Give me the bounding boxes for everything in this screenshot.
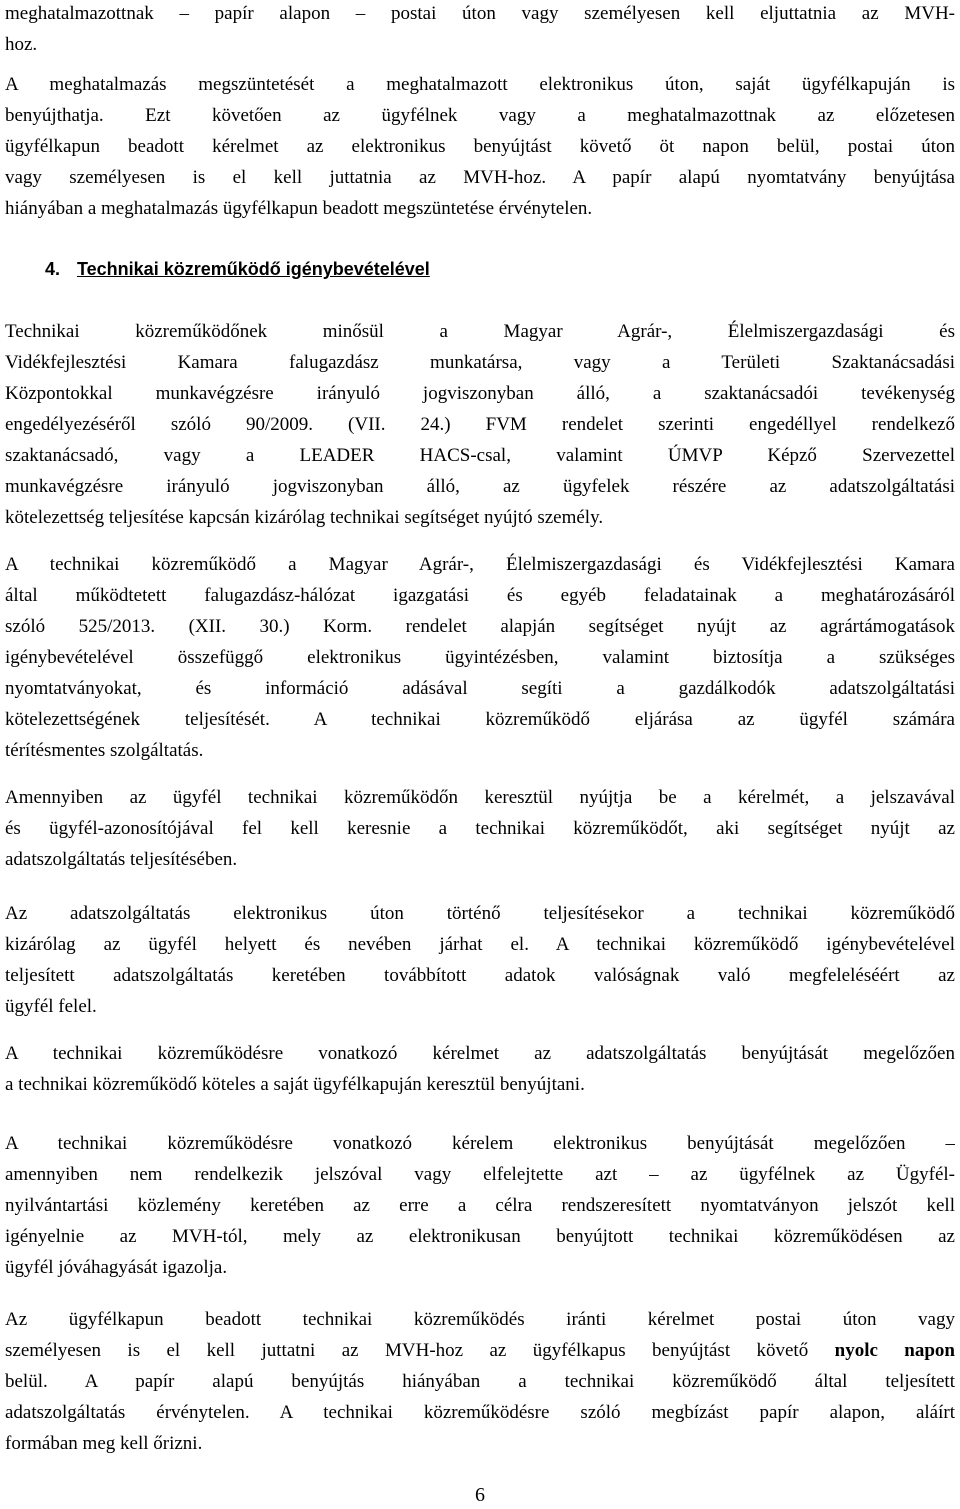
paragraph-line: ügyfél felel. bbox=[5, 996, 97, 1017]
paragraph-line: A technikai közreműködő a Magyar Agrár-, Élelmiszergazdasági és Vidékfejlesztési Kamara bbox=[5, 554, 955, 575]
paragraph-line: kötelezettség teljesítése kapcsán kizárólag technikai segítséget nyújtó személy. bbox=[5, 507, 604, 528]
paragraph-line: Központokkal munkavégzésre irányuló jogviszonyban álló, a szaktanácsadói tevékenység bbox=[5, 383, 955, 404]
paragraph-line: a technikai közreműködő köteles a saját ügyfélkapuján keresztül benyújtani. bbox=[5, 1074, 585, 1095]
intro-line: benyújthatja. Ezt követően az ügyfélnek vagy a meghatalmazottnak az előzetesen bbox=[5, 105, 955, 126]
paragraph-line: adatszolgáltatás érvénytelen. A technikai közreműködésre szóló megbízást papír alapon, aláírt bbox=[5, 1402, 955, 1423]
paragraph-line: igényelnie az MVH-tól, mely az elektronikusan benyújtott technikai közreműködésen az bbox=[5, 1226, 955, 1247]
paragraph-line: formában meg kell őrizni. bbox=[5, 1433, 203, 1454]
paragraph-line: teljesített adatszolgáltatás keretében továbbított adatok valóságnak való megfeleléséért az bbox=[5, 965, 955, 986]
paragraph-line: belül. A papír alapú benyújtás hiányában a technikai közreműködő által teljesített bbox=[5, 1371, 955, 1392]
section-number: 4. bbox=[45, 259, 61, 279]
page-number: 6 bbox=[475, 1484, 485, 1506]
paragraph-line: nyomtatványokat, és információ adásával segíti a gazdálkodók adatszolgáltatási bbox=[5, 678, 955, 699]
paragraph-line: által működtetett falugazdász-hálózat igazgatási és egyéb feladatainak a meghatározásáról bbox=[5, 585, 955, 606]
paragraph-text: személyesen is el kell juttatni az MVH-hoz az ügyfélkapus benyújtást követő bbox=[5, 1340, 835, 1361]
paragraph-line: kötelezettségének teljesítését. A technikai közreműködő eljárása az ügyfél számára bbox=[5, 709, 955, 730]
paragraph-line: Amennyiben az ügyfél technikai közreműködőn keresztül nyújtja be a kérelmét, a jelszavával bbox=[5, 787, 955, 808]
paragraph-line: Vidékfejlesztési Kamara falugazdász munkatársa, vagy a Területi Szaktanácsadási bbox=[5, 352, 955, 373]
intro-line: hiányában a meghatalmazás ügyfélkapun beadott megszüntetése érvénytelen. bbox=[5, 198, 593, 219]
section-heading bbox=[5, 257, 955, 281]
emphasis-text: nyolc napon bbox=[834, 1340, 955, 1361]
intro-line: ügyfélkapun beadott kérelmet az elektronikus benyújtást követő öt napon belül, postai úton bbox=[5, 136, 955, 157]
intro-line: hoz. bbox=[5, 34, 38, 55]
paragraph-line: amennyiben nem rendelkezik jelszóval vagy elfelejtette azt – az ügyfélnek az Ügyfél- bbox=[5, 1164, 955, 1185]
paragraph-line: Technikai közreműködőnek minősül a Magyar Agrár-, Élelmiszergazdasági és bbox=[5, 321, 955, 342]
intro-line: vagy személyesen is el kell juttatnia az MVH-hoz. A papír alapú nyomtatvány benyújtása bbox=[5, 167, 955, 188]
paragraph-line: ügyfél jóváhagyását igazolja. bbox=[5, 1257, 228, 1278]
paragraph-line: igénybevételével összefüggő elektronikus ügyintézésben, valamint biztosítja a szükséges bbox=[5, 647, 955, 668]
paragraph-line: és ügyfél-azonosítójával fel kell keresnie a technikai közreműködőt, aki segítséget nyújt az bbox=[5, 818, 955, 839]
paragraph-line: adatszolgáltatás teljesítésében. bbox=[5, 849, 238, 870]
intro-line: A meghatalmazás megszüntetését a meghatalmazott elektronikus úton, saját ügyfélkapuján is bbox=[5, 74, 955, 95]
paragraph-line: Az adatszolgáltatás elektronikus úton történő teljesítésekor a technikai közreműködő bbox=[5, 903, 955, 924]
paragraph-line: szaktanácsadó, vagy a LEADER HACS-csal, valamint ÚMVP Képző Szervezettel bbox=[5, 445, 955, 466]
paragraph-line: szóló 525/2013. (XII. 30.) Korm. rendelet alapján segítséget nyújt az agrártámogatások bbox=[5, 616, 955, 637]
paragraph-line: kizárólag az ügyfél helyett és nevében járhat el. A technikai közreműködő igénybevételével bbox=[5, 934, 955, 955]
paragraph-line: A technikai közreműködésre vonatkozó kérelmet az adatszolgáltatás benyújtását megelőzően bbox=[5, 1043, 955, 1064]
paragraph-line: engedélyezéséről szóló 90/2009. (VII. 24.) FVM rendelet szerinti engedéllyel rendelkező bbox=[5, 414, 955, 435]
section-title: Technikai közreműködő igénybevételével bbox=[77, 259, 430, 279]
paragraph-line: Az ügyfélkapun beadott technikai közreműködés iránti kérelmet postai úton vagy bbox=[5, 1309, 955, 1330]
paragraph-line: nyilvántartási közlemény keretében az erre a célra rendszeresített nyomtatványon jelszót kell bbox=[5, 1195, 955, 1216]
paragraph-line bbox=[5, 1339, 955, 1363]
paragraph-line: térítésmentes szolgáltatás. bbox=[5, 740, 204, 761]
paragraph-line: A technikai közreműködésre vonatkozó kérelem elektronikus benyújtását megelőzően – bbox=[5, 1133, 955, 1154]
intro-line: meghatalmazottnak – papír alapon – postai úton vagy személyesen kell eljuttatnia az MVH- bbox=[5, 3, 955, 24]
paragraph-line: munkavégzésre irányuló jogviszonyban álló, az ügyfelek részére az adatszolgáltatási bbox=[5, 476, 955, 497]
